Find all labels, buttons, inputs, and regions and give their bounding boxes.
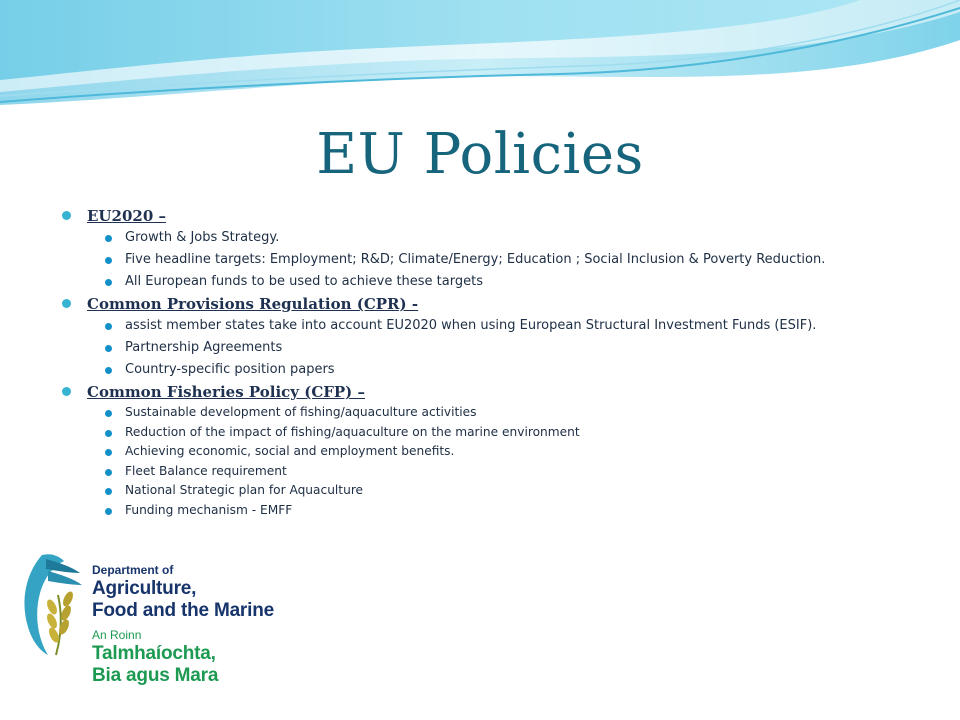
list-item: Funding mechanism - EMFF [105,501,940,521]
bullet-dot [105,469,112,476]
bullet-list [60,315,940,381]
logo-text-line: Bia agus Mara [92,665,219,686]
department-logo [12,543,302,686]
bullet-dot [62,211,71,220]
list-item: Country-specific position papers [105,359,940,381]
section-heading: Common Provisions Regulation (CPR) - [87,295,419,313]
list-item: Reduction of the impact of fishing/aquaculture on the marine environment [105,423,940,443]
header-wave-decoration [0,0,960,120]
list-item: Fleet Balance requirement [105,462,940,482]
bullet-dot [105,367,112,374]
bullet-dot [105,410,112,417]
list-item: All European funds to be used to achieve these targets [105,271,940,293]
bullet-dot [105,257,112,264]
bullet-dot [105,488,112,495]
bullet-dot [105,449,112,456]
bullet-dot [105,345,112,352]
wheat-fish-logo-icon [12,543,88,673]
logo-text-line: Food and the Marine [92,600,274,621]
list-item: Partnership Agreements [105,337,940,359]
list-item: Achieving economic, social and employment benefits. [105,442,940,462]
list-item: Growth & Jobs Strategy. [105,227,940,249]
logo-text-line: An Roinn [92,628,142,642]
list-item: Five headline targets: Employment; R&D; Climate/Energy; Education ; Social Inclusion & Poverty Reduction. [105,249,940,271]
bullet-dot [105,235,112,242]
logo-text-line: Agriculture, [92,578,197,599]
slide-title: EU Policies [316,122,644,187]
list-item: Sustainable development of fishing/aquaculture activities [105,403,940,423]
bullet-dot [105,508,112,515]
bullet-dot [105,279,112,286]
list-item: National Strategic plan for Aquaculture [105,481,940,501]
logo-text-line: Department of [92,563,174,577]
section-heading: EU2020 – [87,207,166,225]
section-cfp [60,381,940,521]
list-item: assist member states take into account EU2020 when using European Structural Investment Funds (ESIF). [105,315,940,337]
bullet-dot [105,323,112,330]
section-cpr [60,293,940,381]
bullet-list [60,403,940,521]
section-eu2020 [60,205,940,293]
bullet-list [60,227,940,293]
section-heading: Common Fisheries Policy (CFP) – [87,383,366,401]
bullet-dot [105,430,112,437]
bullet-dot [62,299,71,308]
slide-content [60,205,940,521]
bullet-dot [62,387,71,396]
logo-text-line: Talmhaíochta, [92,643,216,664]
